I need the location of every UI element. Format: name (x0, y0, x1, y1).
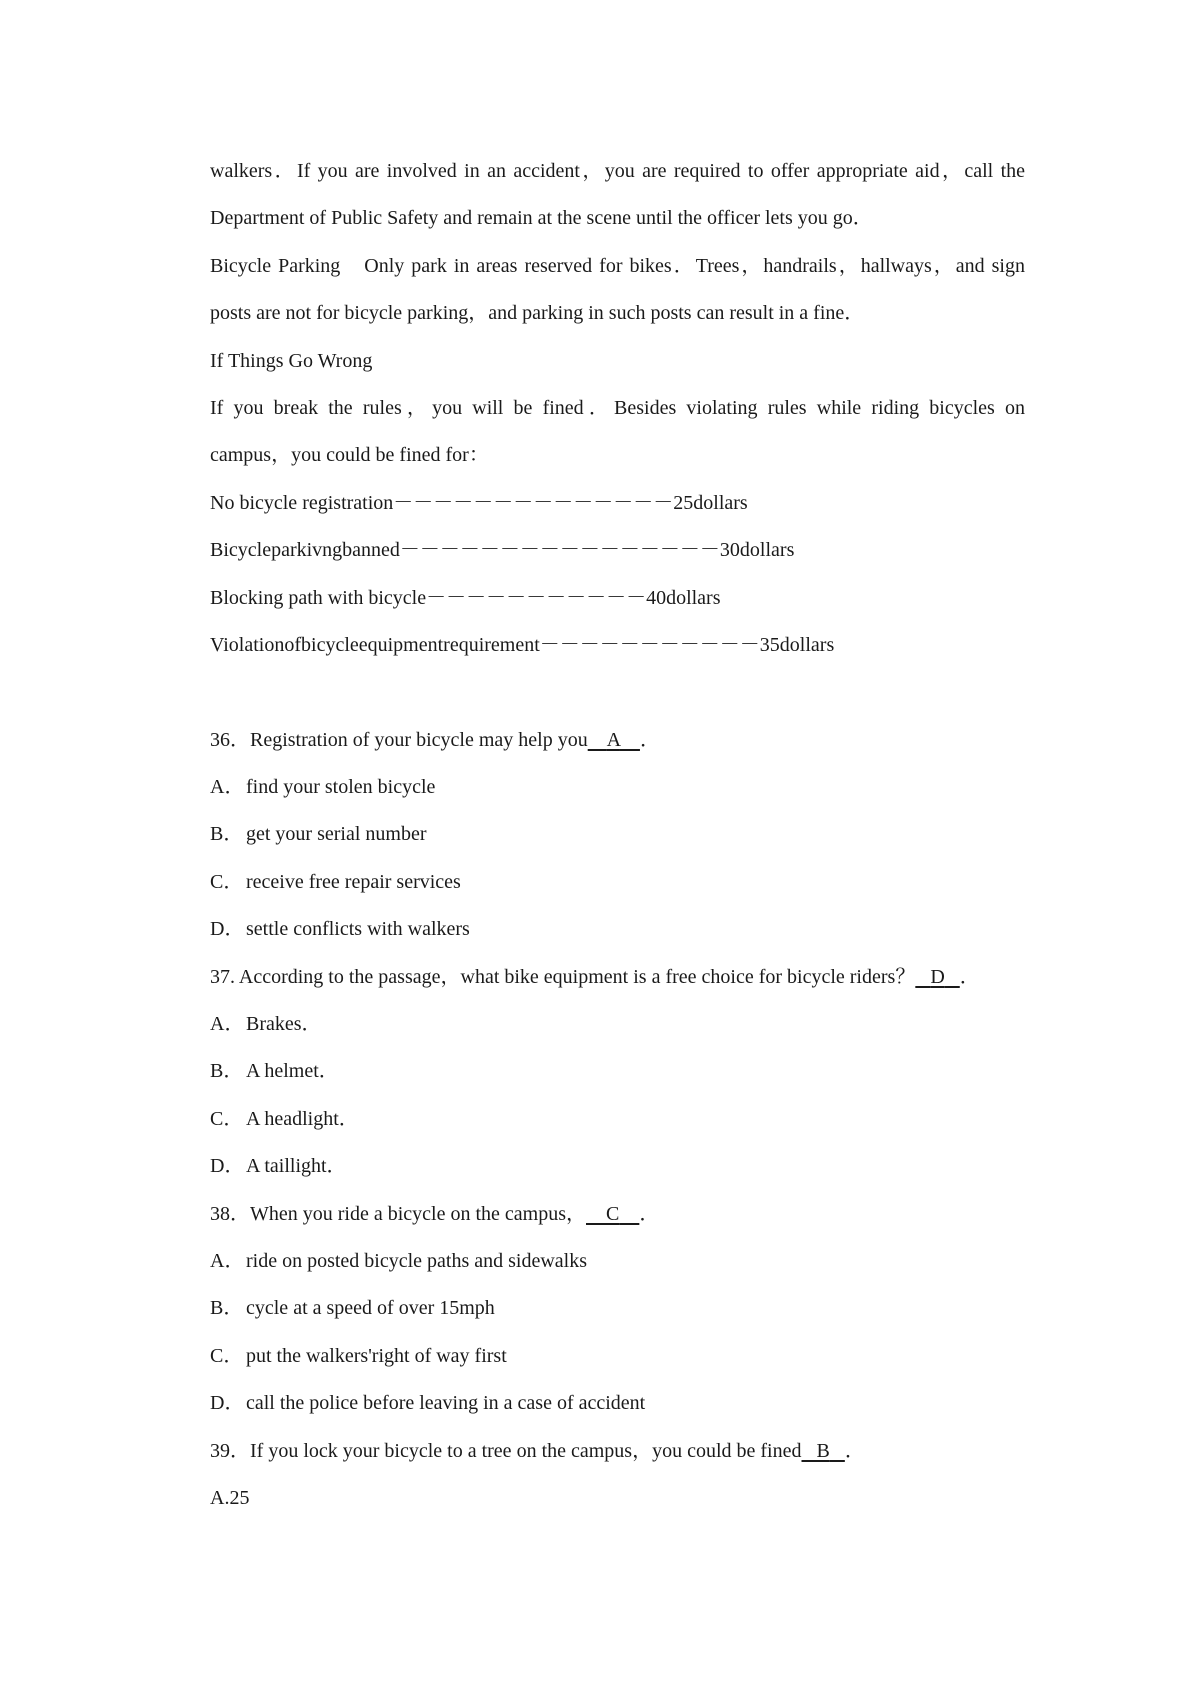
option-letter: A． (210, 1249, 245, 1272)
passage-line: If you break the rules，you will be fined．Besides violating rules while riding bicycles on (210, 396, 1025, 419)
question-stem (210, 954, 1025, 1001)
option-text: cycle at a speed of over 15mph (246, 1297, 495, 1320)
option-letter: D． (210, 1392, 245, 1415)
question-text: 39．If you lock your bicycle to a tree on the campus，you could be fined (210, 1439, 802, 1462)
answer-letter: A (606, 728, 620, 751)
option-letter: D． (210, 918, 245, 941)
option-text: settle conflicts with walkers (246, 918, 470, 941)
question-text: 37. According to the passage，what bike equipment is a free choice for bicycle riders？ (210, 965, 916, 988)
passage-line: Department of Public Safety and remain at the scene until the officer lets you go． (210, 207, 873, 230)
question-end: ． (959, 965, 980, 988)
answer-blank (586, 1191, 639, 1238)
option-text: find your stolen bicycle (246, 776, 436, 799)
answer-blank (802, 1428, 845, 1475)
option-item (210, 764, 1025, 811)
option-item (210, 1285, 1025, 1332)
option-text: put the walkers'right of way first (246, 1344, 507, 1367)
option-letter: C． (210, 870, 244, 893)
answer-letter: C (606, 1202, 620, 1225)
passage-line: walkers．If you are involved in an accident，you are required to offer appropriate aid，call the (210, 160, 1025, 182)
section-heading: If Things Go Wrong (210, 349, 373, 372)
fine-item: Violationofbicycleequipmentrequirement－－－－－－－－－－－35dollars (210, 633, 835, 656)
option-text: A.25 (210, 1486, 250, 1509)
option-item (210, 906, 1025, 953)
answer-letter: B (816, 1439, 830, 1462)
option-letter: A． (210, 776, 245, 799)
passage-line: campus，you could be fined for： (210, 444, 489, 467)
option-item (210, 859, 1025, 906)
option-text: Brakes． (246, 1013, 322, 1036)
passage-line: Bicycle Parking Only park in areas reserved for bikes．Trees，handrails，hallways，and sign (210, 254, 1025, 277)
option-letter: B． (210, 1060, 244, 1083)
question-stem (210, 1191, 1025, 1238)
option-item (210, 811, 1025, 858)
answer-letter: D (930, 965, 945, 988)
option-letter: C． (210, 1107, 244, 1130)
option-item (210, 1096, 1025, 1143)
option-text: get your serial number (246, 823, 427, 846)
option-text: ride on posted bicycle paths and sidewalks (246, 1249, 588, 1272)
option-item (210, 1380, 1025, 1427)
fine-item: Bicycleparkivngbanned－－－－－－－－－－－－－－－－30dollars (210, 539, 795, 562)
option-item (210, 1001, 1025, 1048)
option-letter: D． (210, 1155, 245, 1178)
option-item (210, 1238, 1025, 1285)
questions (210, 717, 1025, 1523)
option-item (210, 1475, 1025, 1522)
question-end: ． (639, 1202, 660, 1225)
fine-item: No bicycle registration－－－－－－－－－－－－－－25dollars (210, 491, 748, 514)
option-letter: B． (210, 823, 244, 846)
option-text: A taillight． (246, 1155, 347, 1178)
document-page (210, 148, 1025, 1522)
option-item (210, 1143, 1025, 1190)
fine-item: Blocking path with bicycle－－－－－－－－－－－40dollars (210, 586, 721, 609)
question-end: ． (639, 728, 660, 751)
spacer (210, 669, 1025, 716)
option-item (210, 1333, 1025, 1380)
option-text: call the police before leaving in a case of accident (246, 1392, 646, 1415)
option-item (210, 1048, 1025, 1095)
option-letter: A． (210, 1013, 245, 1036)
passage (210, 148, 1025, 669)
option-text: A helmet． (246, 1060, 339, 1083)
question-text: 36．Registration of your bicycle may help you (210, 728, 588, 751)
answer-blank (915, 954, 959, 1001)
option-letter: C． (210, 1344, 244, 1367)
option-letter: B． (210, 1297, 244, 1320)
question-stem (210, 717, 1025, 764)
question-stem (210, 1428, 1025, 1475)
answer-blank (588, 717, 640, 764)
passage-line: posts are not for bicycle parking，and parking in such posts can result in a fine． (210, 302, 865, 325)
option-text: A headlight． (246, 1107, 359, 1130)
question-end: ． (844, 1439, 865, 1462)
question-text: 38．When you ride a bicycle on the campus， (210, 1202, 586, 1225)
option-text: receive free repair services (246, 870, 461, 893)
